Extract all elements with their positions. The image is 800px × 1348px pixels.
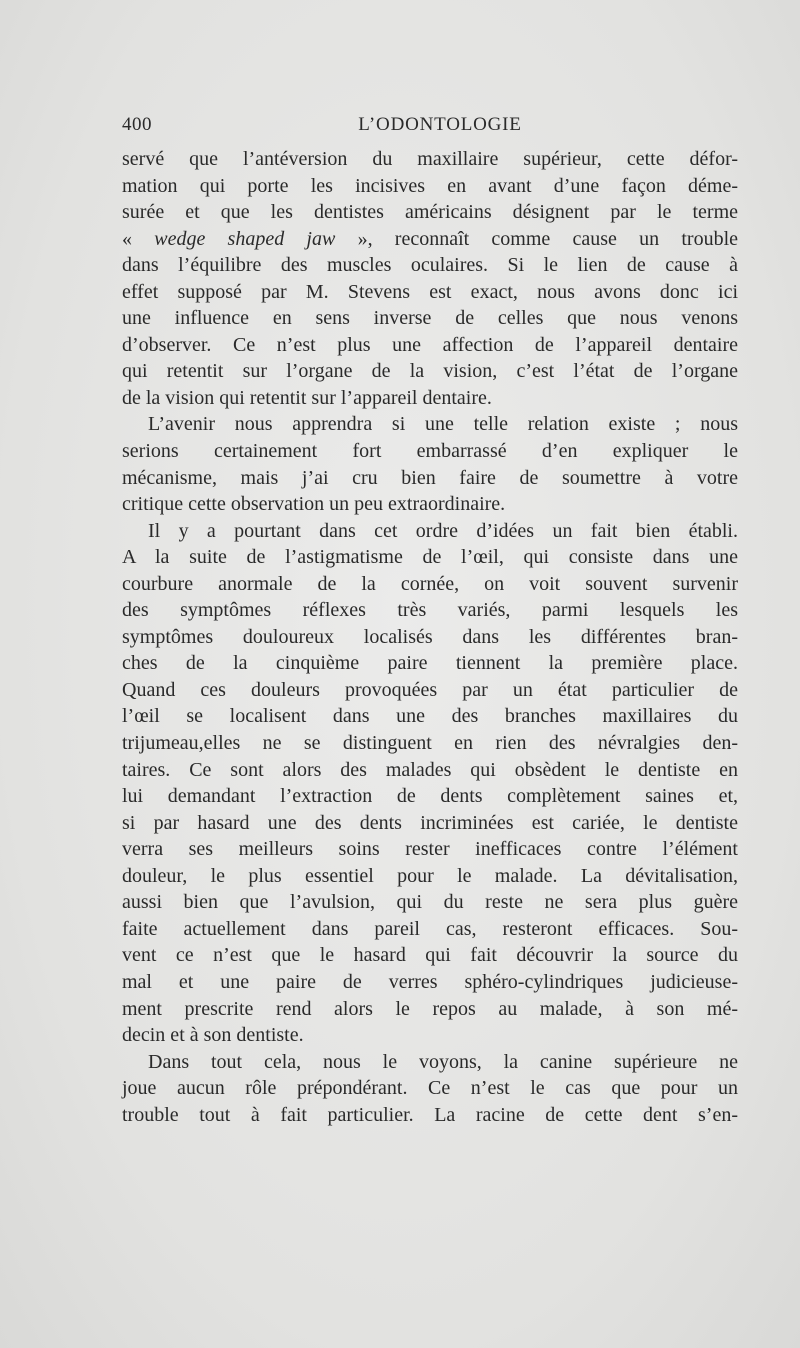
- text-line: ment prescrite rend alors le repos au malade, à son mé-: [122, 997, 738, 1020]
- text-line: servé que l’antéversion du maxillaire supérieur, cette défor-: [122, 148, 738, 170]
- text-line: aussi bien que l’avulsion, qui du reste ne sera plus guère: [122, 891, 738, 914]
- paragraph-2: [122, 411, 738, 517]
- text-line: critique cette observation un peu extraordinaire.: [122, 493, 506, 516]
- text-line: ches de la cinquième paire tiennent la première place.: [122, 652, 738, 675]
- text-line: Dans tout cela, nous le voyons, la canine supérieure ne: [148, 1050, 738, 1073]
- text-line: courbure anormale de la cornée, on voit souvent survenir: [122, 572, 738, 595]
- text-line: verra ses meilleurs soins rester inefficaces contre l’élément: [122, 838, 738, 861]
- text-line: surée et que les dentistes américains désignent par le terme: [122, 201, 738, 224]
- text-line: une influence en sens inverse de celles que nous venons: [122, 307, 738, 330]
- text-line: Quand ces douleurs provoquées par un état particulier de: [122, 678, 738, 701]
- text-line: vent ce n’est que le hasard qui fait découvrir la source du: [122, 944, 738, 967]
- text-line: Il y a pourtant dans cet ordre d’idées un fait bien établi.: [148, 519, 738, 542]
- text-line: trijumeau,elles ne se distinguent en rien des névralgies den-: [122, 732, 738, 755]
- page-header: [122, 114, 738, 144]
- running-title: L’ODONTOLOGIE: [358, 114, 522, 135]
- text-line: l’œil se localisent dans une des branches maxillaires du: [122, 705, 738, 728]
- text-line: de la vision qui retentit sur l’appareil dentaire.: [122, 386, 492, 409]
- paragraph-4: [122, 1049, 738, 1129]
- paragraph-3: [122, 518, 738, 1049]
- text-line: douleur, le plus essentiel pour le malade. La dévitalisation,: [122, 864, 738, 887]
- text-line: dans l’équilibre des muscles oculaires. Si le lien de cause à: [122, 254, 738, 277]
- text-line: L’avenir nous apprendra si une telle relation existe ; nous: [148, 413, 738, 436]
- text-line: joue aucun rôle prépondérant. Ce n’est le cas que pour un: [122, 1077, 738, 1100]
- text-line: qui retentit sur l’organe de la vision, c’est l’état de l’organe: [122, 360, 738, 383]
- text-line: A la suite de l’astigmatisme de l’œil, qui consiste dans une: [122, 546, 738, 569]
- italic-term: wedge shaped jaw: [154, 227, 336, 250]
- text-line: mécanisme, mais j’ai cru bien faire de soumettre à votre: [122, 466, 738, 489]
- text-line: si par hasard une des dents incriminées est cariée, le dentiste: [122, 811, 738, 834]
- text-line: lui demandant l’extraction de dents complètement saines et,: [122, 785, 738, 808]
- text-fragment: », reconnaît comme cause un trouble: [335, 227, 739, 250]
- text-line: mal et une paire de verres sphéro-cylindriques judicieuse-: [122, 970, 738, 993]
- text-line: effet supposé par M. Stevens est exact, nous avons donc ici: [122, 280, 738, 303]
- text-line: faite actuellement dans pareil cas, resteront efficaces. Sou-: [122, 917, 738, 940]
- text-line: decin et à son dentiste.: [122, 1024, 304, 1047]
- text-line: symptômes douloureux localisés dans les différentes bran-: [122, 625, 738, 648]
- text-line: des symptômes réflexes très variés, parmi lesquels les: [122, 599, 738, 622]
- text-line: trouble tout à fait particulier. La racine de cette dent s’en-: [122, 1103, 738, 1126]
- text-line: d’observer. Ce n’est plus une affection de l’appareil dentaire: [122, 333, 738, 356]
- body-text: [122, 146, 738, 1128]
- text-line: serions certainement fort embarrassé d’en expliquer le: [122, 440, 738, 463]
- text-line: taires. Ce sont alors des malades qui obsèdent le dentiste en: [122, 758, 738, 781]
- text-line-with-italic: [122, 226, 738, 253]
- page-number: 400: [122, 114, 152, 135]
- text-line: mation qui porte les incisives en avant d’une façon déme-: [122, 174, 738, 197]
- open-guillemet: «: [122, 227, 155, 250]
- paragraph-1: [122, 146, 738, 411]
